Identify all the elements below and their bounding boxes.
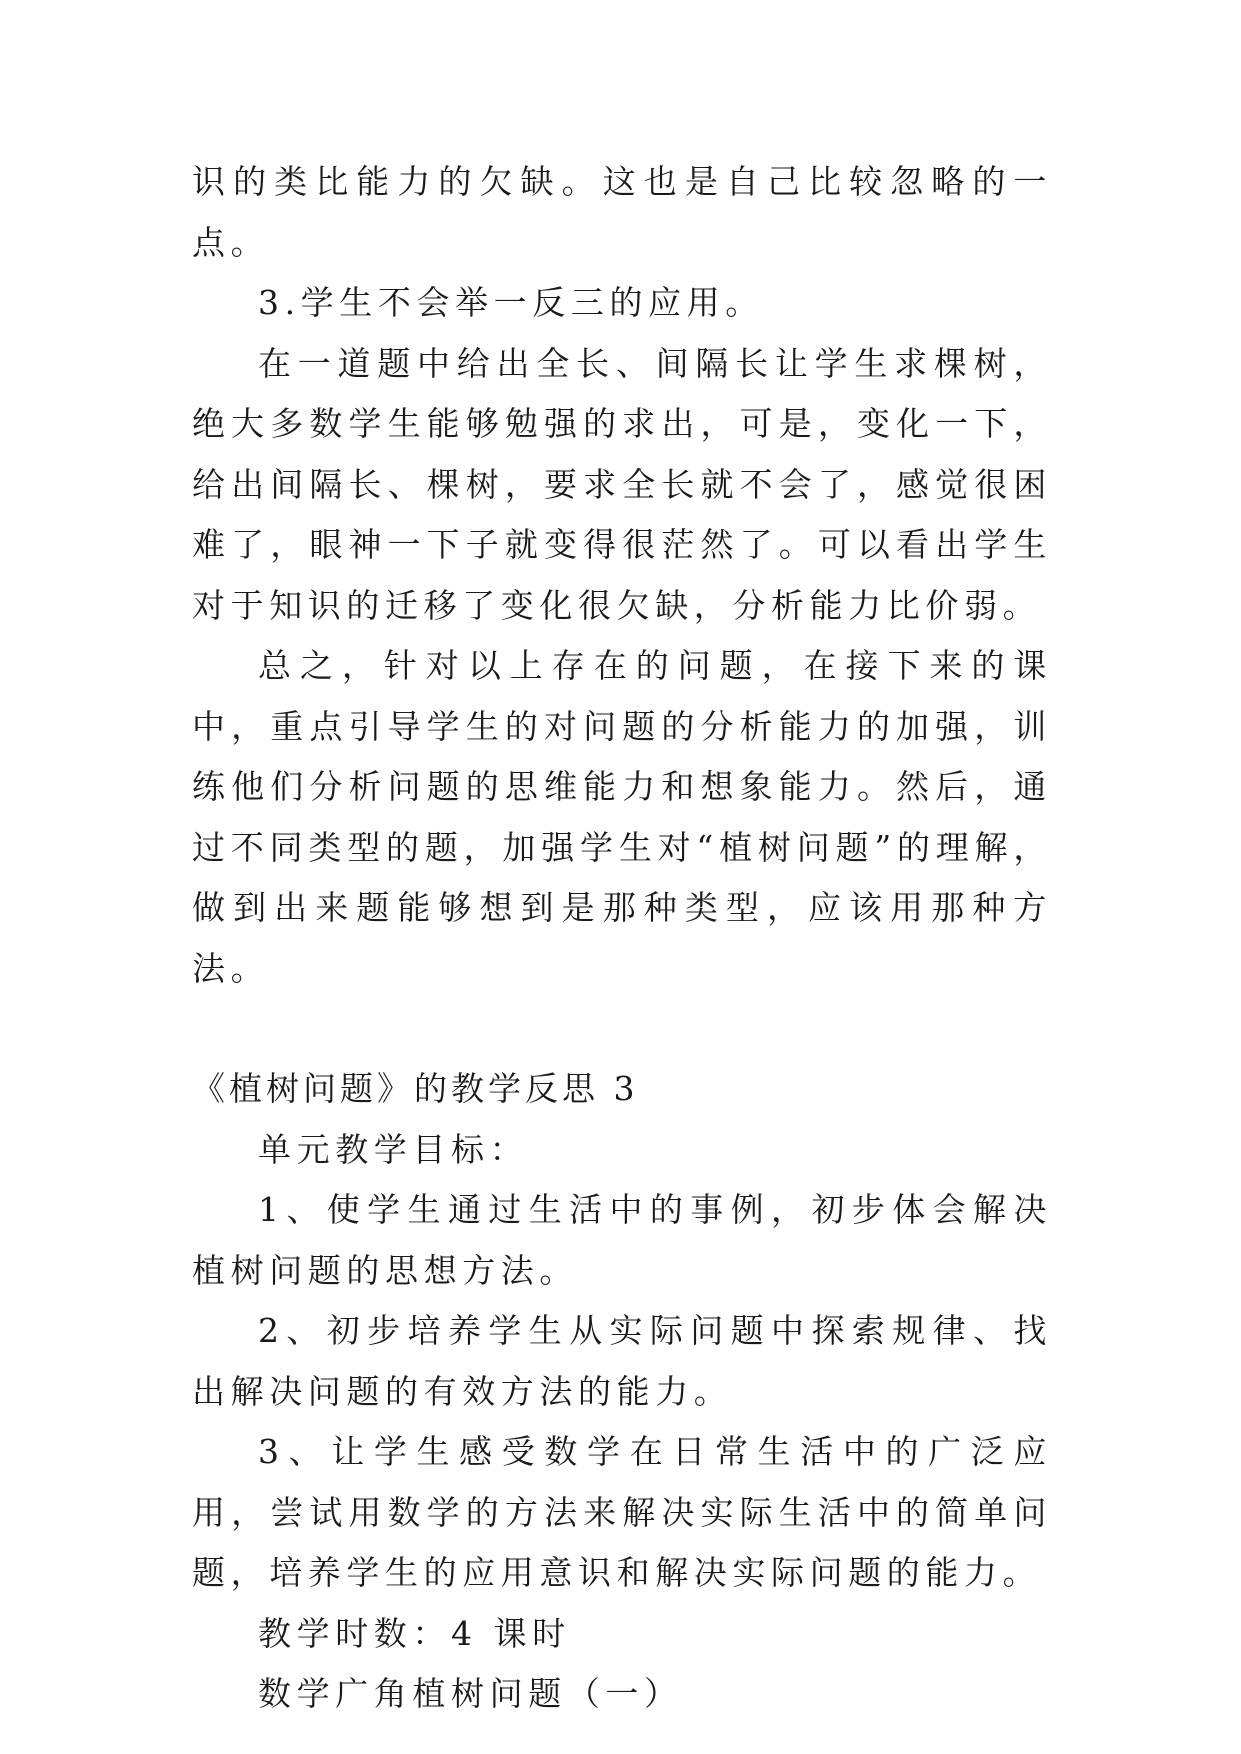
paragraph-point-3: 3.学生不会举一反三的应用。 bbox=[258, 283, 764, 322]
paragraph-goal-2: 2、初步培养学生从实际问题中探索规律、找出解决问题的有效方法的能力。 bbox=[192, 1311, 1052, 1411]
paragraph-goal-3: 3、让学生感受数学在日常生活中的广泛应用，尝试用数学的方法来解决实际生活中的简单问题，培养学生的应用意识和解决实际问题的能力。 bbox=[192, 1432, 1052, 1592]
paragraph-teaching-hours: 教学时数：4 课时 bbox=[258, 1613, 571, 1653]
section-title: 《植树问题》的教学反思 3 bbox=[192, 1069, 639, 1108]
paragraph-example: 在一道题中给出全长、间隔长让学生求棵树，绝大多数学生能够勉强的求出，可是，变化一下，给出间隔长、棵树，要求全长就不会了，感觉很困难了，眼神一下子就变得很茫然了。可以看出学生对于知识的迁移了变化很欠缺，分析能力比价弱。 bbox=[192, 343, 1052, 625]
section-spacer bbox=[192, 999, 1052, 1059]
paragraph-summary: 总之，针对以上存在的问题，在接下来的课中，重点引导学生的对问题的分析能力的加强，训练他们分析问题的思维能力和想象能力。然后，通过不同类型的题，加强学生对“植树问题”的理解，做到出来题能够想到是那种类型，应该用那种方法。 bbox=[192, 646, 1052, 988]
paragraph-unit-goals-heading: 单元教学目标： bbox=[258, 1129, 529, 1169]
paragraph-lesson-title: 数学广角植树问题（一） bbox=[258, 1674, 683, 1713]
paragraph-continuation: 识的类比能力的欠缺。这也是自己比较忽略的一点。 bbox=[192, 162, 1052, 262]
paragraph-goal-1: 1、使学生通过生活中的事例，初步体会解决植树问题的思想方法。 bbox=[192, 1190, 1052, 1290]
document-body bbox=[192, 152, 1052, 1725]
